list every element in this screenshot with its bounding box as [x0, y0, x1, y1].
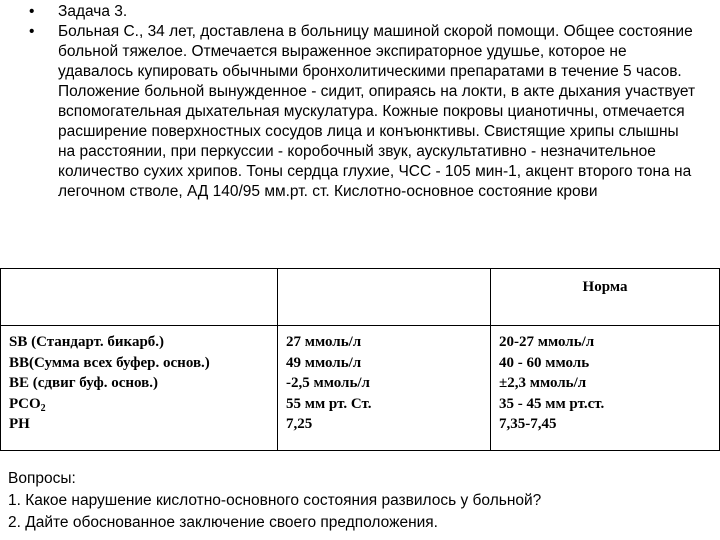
param-pco2 — [9, 394, 277, 415]
value-sb: 27 ммоль/л — [286, 334, 362, 350]
value-column — [278, 326, 491, 451]
norm-pco2: 35 - 45 мм рт.ст. — [499, 395, 605, 412]
header-cell-empty — [278, 269, 491, 326]
param-sb: SB (Стандарт. бикарб.) — [9, 334, 165, 350]
bullet-icon: • — [29, 23, 35, 40]
table-row — [1, 326, 720, 451]
task-bullets — [0, 2, 720, 202]
question-1: 1. Какое нарушение кислотно-основного состояния развилось у больной? — [8, 492, 542, 509]
case-description: Больная С., 34 лет, доставлена в больницу машиной скорой помощи. Общее состояние больной тяжелое. Отмечается выраженное экспираторное удушье, которое не удавалось купировать обычными бронхолитическими препаратами в течение 5 часов. Положение больной вынужденное - сидит, опираясь на локти, в акте дыхания участвует вспомогательная дыхательная мускулатура. Кожные покровы цианотичны, отмечается расширение поверхностных сосудов лица и конъюнктивы. Свистящие хрипы слышны на расстоянии, при перкуссии - коробочный звук, аускультативно - незначительное количество сухих хрипов. Тоны сердца глухие, ЧСС - 105 мин-1, акцент второго тона на легочном стволе, АД 140/95 мм.рт. ст. Кислотно-основное состояние крови — [58, 23, 696, 200]
questions-heading: Вопросы: — [8, 470, 76, 487]
param-bb: BB(Сумма всех буфер. основ.) — [9, 354, 210, 371]
param-column — [1, 326, 278, 451]
value-ph: 7,25 — [286, 416, 313, 432]
question-2: 2. Дайте обоснованное заключение своего предположения. — [8, 514, 438, 531]
norm-ph: 7,35-7,45 — [499, 416, 557, 432]
value-pco2: 55 мм рт. Ст. — [286, 395, 372, 412]
value-be: -2,5 ммоль/л — [286, 375, 370, 391]
task-title-item — [0, 2, 720, 22]
questions-section — [8, 468, 720, 534]
case-description-item — [0, 22, 720, 202]
norm-sb: 20-27 ммоль/л — [499, 334, 595, 350]
blood-gas-table — [0, 268, 720, 451]
header-norm: Норма — [491, 269, 720, 326]
param-pco2-text: PCO — [9, 395, 41, 412]
norm-column — [491, 326, 720, 451]
param-pco2-sub: 2 — [40, 402, 46, 414]
bullet-icon: • — [29, 3, 35, 20]
param-ph: PH — [9, 416, 30, 432]
table-header-row — [1, 269, 720, 326]
header-cell-empty — [1, 269, 278, 326]
task-title: Задача 3. — [58, 3, 128, 20]
norm-be: ±2,3 ммоль/л — [499, 375, 587, 391]
norm-bb: 40 - 60 ммоль — [499, 354, 590, 371]
param-be: BE (сдвиг буф. основ.) — [9, 375, 159, 391]
value-bb: 49 ммоль/л — [286, 354, 362, 371]
